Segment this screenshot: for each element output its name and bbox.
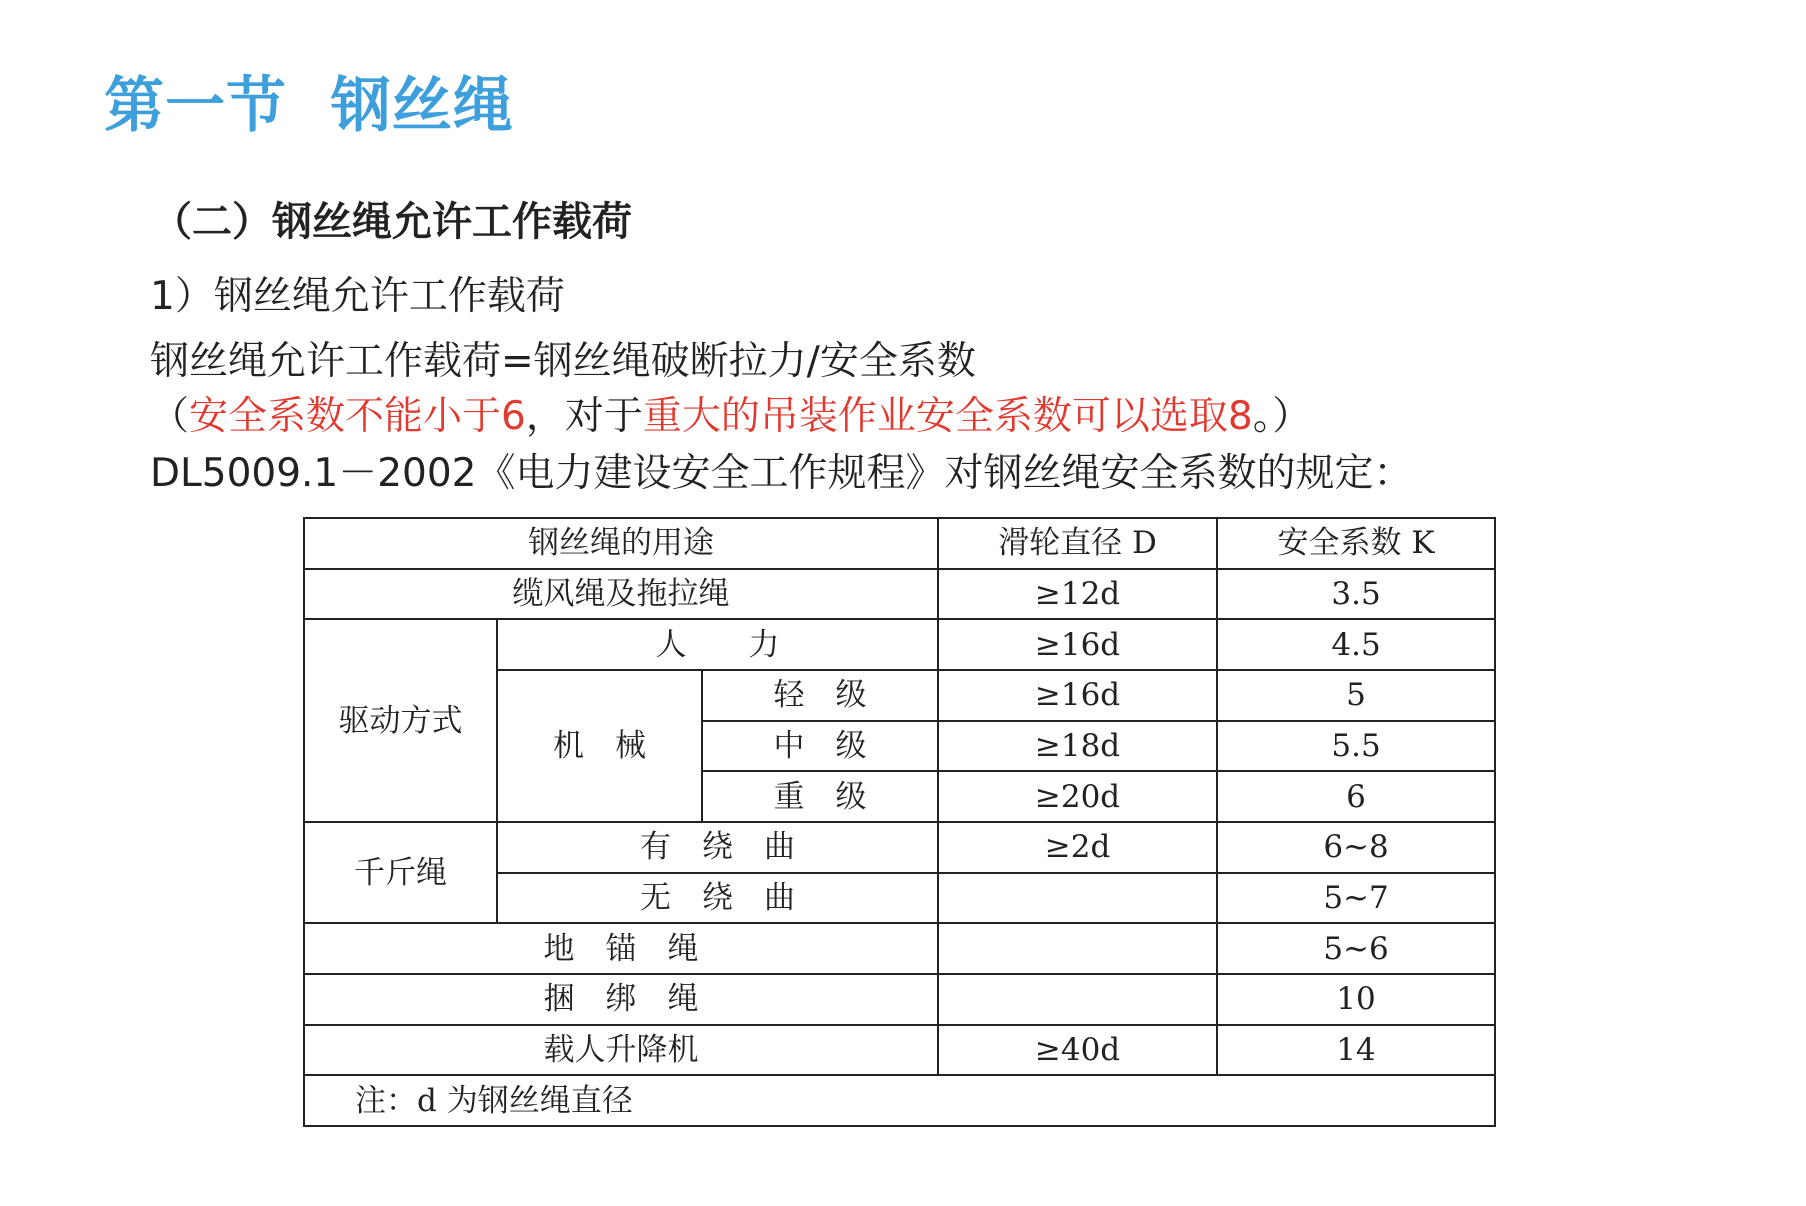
table-row: [304, 923, 1495, 974]
standard-reference: DL5009.1－2002《电力建设安全工作规程》对钢丝绳安全系数的规定：: [150, 451, 1413, 496]
cell-pulley: ≥40d: [938, 1025, 1217, 1076]
cell-factor: 14: [1217, 1025, 1495, 1076]
header-factor: 安全系数 K: [1217, 518, 1495, 569]
table-header-row: [304, 518, 1495, 569]
table-row: [304, 822, 1495, 873]
safety-factor-table: [303, 517, 1496, 1127]
cell-use: 重 级: [702, 771, 938, 822]
cell-pulley: [938, 873, 1217, 924]
section-subtitle: （二）钢丝绳允许工作载荷: [152, 199, 632, 245]
cell-pulley: [938, 923, 1217, 974]
connector-text: ，对于: [525, 394, 643, 439]
cell-factor: 5~6: [1217, 923, 1495, 974]
cell-pulley: ≥12d: [938, 569, 1217, 620]
drive-group-cell: 驱动方式: [304, 619, 497, 822]
min-factor-text: 安全系数不能小于6: [189, 394, 526, 439]
cell-pulley: ≥2d: [938, 822, 1217, 873]
cell-pulley: ≥20d: [938, 771, 1217, 822]
formula-text: 钢丝绳允许工作载荷=钢丝绳破断拉力/安全系数: [150, 339, 976, 384]
cell-pulley: [938, 974, 1217, 1025]
cell-factor: 5~7: [1217, 873, 1495, 924]
header-pulley: 滑轮直径 D: [938, 518, 1217, 569]
cell-pulley: ≥16d: [938, 619, 1217, 670]
header-use: 钢丝绳的用途: [304, 518, 938, 569]
table-row: [304, 1025, 1495, 1076]
cell-factor: 5.5: [1217, 721, 1495, 772]
cell-factor: 6: [1217, 771, 1495, 822]
cell-use: 轻 级: [702, 670, 938, 721]
safety-note: [150, 385, 1311, 441]
item-heading: 1）钢丝绳允许工作载荷: [150, 274, 565, 319]
cell-pulley: ≥16d: [938, 670, 1217, 721]
paren-close: 。）: [1252, 394, 1312, 439]
cell-pulley: ≥18d: [938, 721, 1217, 772]
cell-use: 地 锚 绳: [304, 923, 938, 974]
page-title: 第一节 钢丝绳: [104, 71, 514, 141]
cell-use: 捆 绑 绳: [304, 974, 938, 1025]
cell-factor: 3.5: [1217, 569, 1495, 620]
table-row: [304, 569, 1495, 620]
major-lift-text: 重大的吊装作业安全系数可以选取8: [642, 394, 1253, 439]
cell-use: 缆风绳及拖拉绳: [304, 569, 938, 620]
cell-factor: 10: [1217, 974, 1495, 1025]
table-note: 注：d 为钢丝绳直径: [304, 1075, 1495, 1126]
cell-use: 中 级: [702, 721, 938, 772]
cell-use: 有 绕 曲: [497, 822, 938, 873]
cell-factor: 6~8: [1217, 822, 1495, 873]
machine-group-cell: 机 械: [497, 670, 702, 822]
table-note-row: [304, 1075, 1495, 1126]
cell-use: 载人升降机: [304, 1025, 938, 1076]
jack-group-cell: 千斤绳: [304, 822, 497, 923]
table-row: [304, 974, 1495, 1025]
paren-open: （: [150, 394, 190, 439]
cell-factor: 5: [1217, 670, 1495, 721]
table-row: [304, 619, 1495, 670]
cell-factor: 4.5: [1217, 619, 1495, 670]
cell-use: 无 绕 曲: [497, 873, 938, 924]
cell-use: 人 力: [497, 619, 938, 670]
